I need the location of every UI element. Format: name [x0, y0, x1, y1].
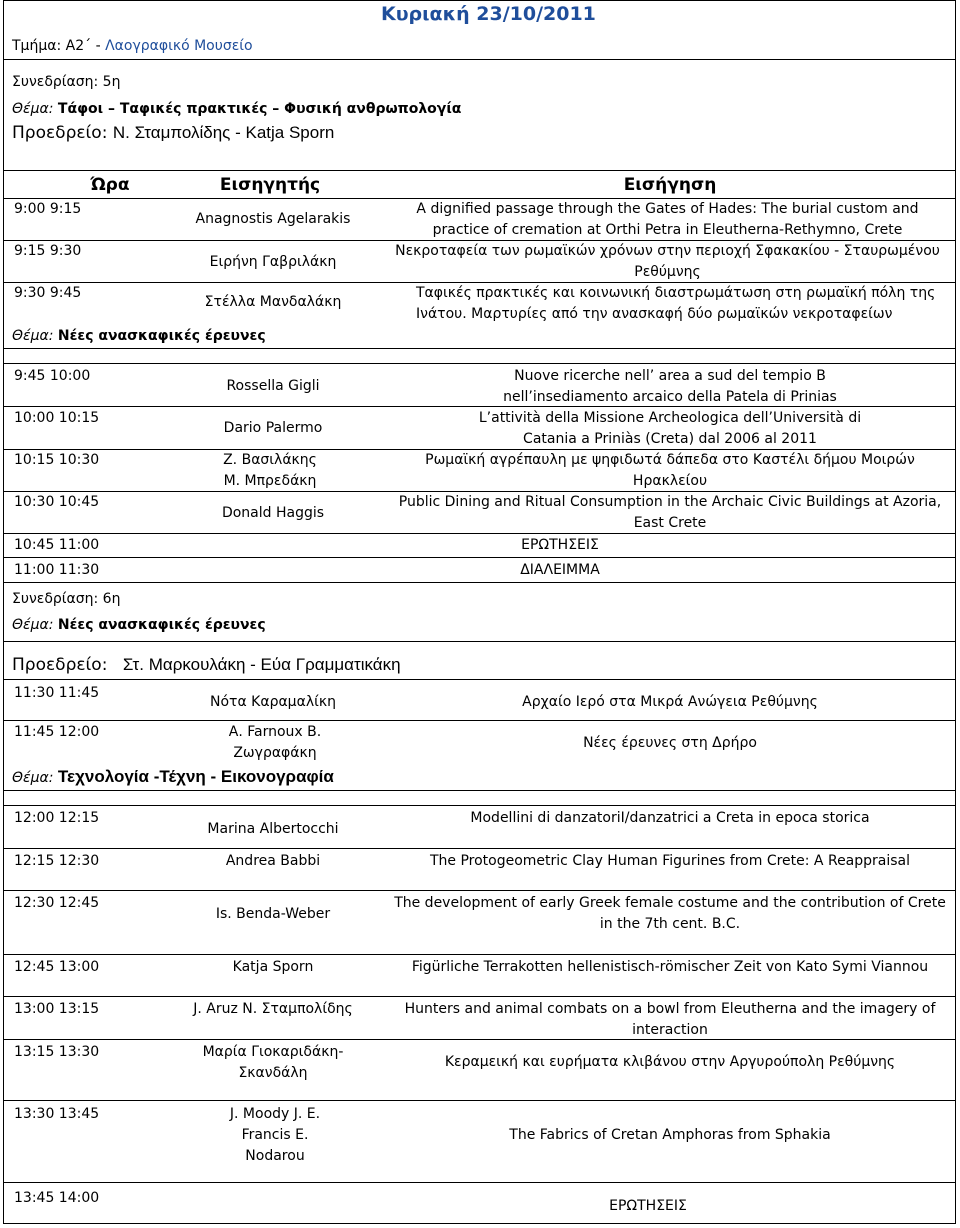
session6-value: 6η [102, 591, 121, 607]
theme-line [12, 99, 461, 120]
col-speaker-header: Εισηγητής [219, 175, 321, 195]
divider [3, 790, 956, 791]
talk-cell: ΔΙΑΛΕΙΜΜΑ [520, 562, 600, 578]
talk-cell: Modellini di danzatoriI/danzatrici a Creta in epoca storica [470, 810, 870, 826]
col-time-header: Ώρα [90, 175, 130, 195]
chair-line [12, 122, 334, 144]
divider [3, 406, 956, 407]
session-label: Συνεδρίαση: [12, 74, 99, 90]
speaker-cell: Μαρία Γιοκαριδάκη-Σκανδάλη [202, 1044, 344, 1081]
talk-cell: Nuove ricerche nell’ area a sud del tempio B nell’insediamento arcaico della Patela di Prinias [503, 368, 837, 405]
time-cell: 10:30 10:45 [14, 494, 100, 510]
talk-cell: Νεκροταφεία των ρωμαϊκών χρόνων στην περιοχή Σφακακίου - Σταυρωμένου Ρεθύμνης [395, 243, 940, 280]
time-cell: 9:30 9:45 [14, 285, 82, 301]
divider [3, 848, 956, 849]
time-cell: 13:45 14:00 [14, 1190, 100, 1206]
speaker-cell: Katja Sporn [232, 959, 314, 975]
divider [3, 363, 956, 364]
time-cell: 12:45 13:00 [14, 959, 100, 975]
speaker-cell: Donald Haggis [221, 505, 325, 521]
time-cell: 9:00 9:15 [14, 201, 82, 217]
col-talk-header: Εισήγηση [623, 175, 717, 195]
divider [3, 720, 956, 721]
speaker-cell: Rossella Gigli [226, 378, 320, 394]
speaker-cell: Α. Farnoux Β. Ζωγραφάκη [228, 724, 322, 761]
theme3-label: Θέμα: [12, 770, 54, 786]
divider [3, 557, 956, 558]
time-cell: 12:00 12:15 [14, 810, 100, 826]
time-cell: 11:00 11:30 [14, 562, 100, 578]
session-value: 5η [102, 74, 121, 90]
speaker-cell: Στέλλα Μανδαλάκη [204, 294, 342, 310]
time-cell: 12:15 12:30 [14, 853, 100, 869]
divider [3, 679, 956, 680]
time-cell: 10:45 11:00 [14, 537, 100, 553]
speaker-cell: Anagnostis Agelarakis [195, 211, 351, 227]
divider [3, 582, 956, 583]
divider [3, 1100, 956, 1101]
talk-cell: Hunters and animal combats on a bowl from Eleutherna and the imagery of interaction [404, 1001, 936, 1038]
speaker-cell: Marina Albertocchi [207, 821, 339, 837]
divider [3, 805, 956, 806]
speaker-cell: Νότα Καραμαλίκη [210, 694, 336, 710]
time-cell: 9:45 10:00 [14, 368, 91, 384]
speaker-cell: Ζ. Βασιλάκης Μ. Μπρεδάκη [223, 452, 317, 489]
talk-cell: The Fabrics of Cretan Amphoras from Sphakia [509, 1127, 831, 1143]
section-label: Τμήμα: Α2΄ - [12, 38, 101, 54]
talk-cell: ΕΡΩΤΗΣΕΙΣ [521, 537, 599, 553]
divider [3, 890, 956, 891]
speaker-cell: Ειρήνη Γαβριλάκη [209, 254, 337, 270]
chair-value: Ν. Σταμπολίδης - Katja Sporn [112, 123, 335, 142]
talk-cell: Ταφικές πρακτικές και κοινωνική διαστρωμάτωση στη ρωμαϊκή πόλη της Ινάτου. Μαρτυρίες από την ανασκαφή δύο ρωμαϊκών νεκροταφείων [416, 285, 936, 322]
divider [3, 954, 956, 955]
session6-chair-value: Στ. Μαρκουλάκη - Εύα Γραμματικάκη [122, 655, 401, 674]
talk-cell: Νέες έρευνες στη Δρήρο [583, 735, 757, 751]
speaker-cell: Andrea Babbi [225, 853, 321, 869]
time-cell: 10:00 10:15 [14, 410, 100, 426]
speaker-cell: J. Aruz Ν. Σταμπολίδης [193, 1001, 353, 1017]
talk-cell: The development of early Greek female costume and the contribution of Crete in the 7th cent. B.C. [394, 895, 946, 932]
divider [3, 348, 956, 349]
time-cell: 13:00 13:15 [14, 1001, 100, 1017]
session6-chair-line [12, 654, 401, 676]
session6-theme-line [12, 615, 266, 636]
session6-theme-value: Νέες ανασκαφικές έρευνες [57, 617, 266, 633]
divider [3, 59, 956, 60]
talk-cell: Figürliche Terrakotten hellenistisch-römischer Zeit von Kato Symi Viannou [411, 959, 929, 975]
theme2-value: Νέες ανασκαφικές έρευνες [57, 328, 266, 344]
talk-cell: Public Dining and Ritual Consumption in the Archaic Civic Buildings at Azoria, East Crete [398, 494, 942, 531]
divider [3, 533, 956, 534]
section-name: Λαογραφικό Μουσείο [105, 38, 253, 54]
session6-theme-label: Θέμα: [12, 617, 54, 633]
time-cell: 13:15 13:30 [14, 1044, 100, 1060]
session-line [12, 72, 120, 93]
section-line [12, 36, 253, 57]
speaker-cell: Is. Benda-Weber [215, 906, 331, 922]
talk-cell: A dignified passage through the Gates of Hades: The burial custom and practice of cremation at Orthi Petra in Eleutherna-Rethymno, Crete [416, 201, 919, 238]
talk-cell: ΕΡΩΤΗΣΕΙΣ [609, 1198, 687, 1214]
time-cell: 9:15 9:30 [14, 243, 82, 259]
theme-label: Θέμα: [12, 101, 54, 117]
talk-cell: Αρχαίο Ιερό στα Μικρά Ανώγεια Ρεθύμνης [522, 694, 818, 710]
time-cell: 12:30 12:45 [14, 895, 100, 911]
time-cell: 11:45 12:00 [14, 724, 100, 740]
divider [3, 1039, 956, 1040]
program-date: Κυριακή 23/10/2011 [381, 3, 596, 25]
theme2-line [12, 326, 266, 347]
session6-line [12, 589, 120, 610]
session6-label: Συνεδρίαση: [12, 591, 99, 607]
time-cell: 13:30 13:45 [14, 1106, 100, 1122]
theme-value: Τάφοι – Ταφικές πρακτικές – Φυσική ανθρωπολογία [57, 101, 462, 117]
speaker-cell: J. Moody J. E. Francis E. Nodarou [229, 1106, 321, 1164]
divider [3, 641, 956, 642]
speaker-cell: Dario Palermo [223, 420, 323, 436]
divider [3, 996, 956, 997]
time-cell: 11:30 11:45 [14, 685, 100, 701]
divider [3, 1182, 956, 1183]
time-cell: 10:15 10:30 [14, 452, 100, 468]
talk-cell: Ρωμαϊκή αγρέπαυλη με ψηφιδωτά δάπεδα στο Καστέλι δήμου Μοιρών Ηρακλείου [425, 452, 915, 489]
theme3-value: Τεχνολογία -Τέχνη - Εικονογραφία [57, 767, 334, 786]
talk-cell: Κεραμεική και ευρήματα κλιβάνου στην Αργυρούπολη Ρεθύμνης [444, 1054, 896, 1070]
session6-chair-label: Προεδρείο: [12, 655, 108, 675]
theme2-label: Θέμα: [12, 328, 54, 344]
divider [3, 170, 956, 171]
talk-cell: The Protogeometric Clay Human Figurines from Crete: A Reappraisal [429, 853, 911, 869]
theme3-line [12, 766, 334, 789]
chair-label: Προεδρείο: [12, 123, 108, 143]
talk-cell: L’attività della Missione Archeologica dell’Università di Catania a Priniàs (Creta) dal 2006 al 2011 [478, 410, 862, 447]
